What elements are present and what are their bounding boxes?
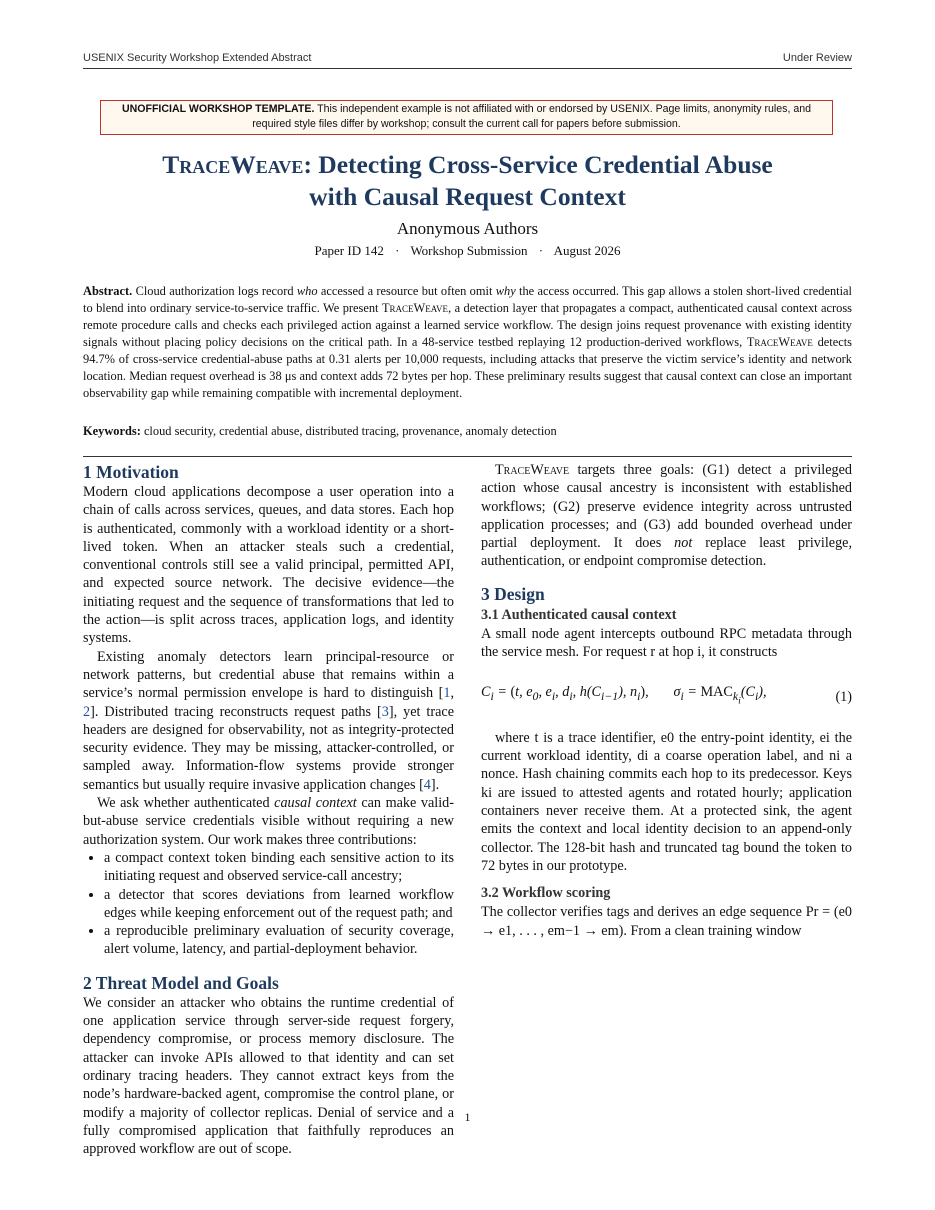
meta-separator: · — [395, 243, 400, 258]
paper-id: Paper ID 142 — [314, 243, 384, 258]
text-run: targets three goals: (G1) detect a privileged action whose causal ancestry is inconsistent with established workflows; (G2) preserve evidence integrity across untrusted application processes; and (G3) add bounded overhead under partial deployment. It does — [481, 462, 852, 552]
keywords-label: Keywords: — [83, 424, 141, 438]
system-name: TraceWeave — [746, 335, 813, 349]
equation-1 — [481, 683, 852, 710]
running-head — [83, 52, 852, 69]
system-name: TraceWeave — [381, 301, 449, 315]
paragraph: where t is a trace identifier, e0 the entry-point identity, ei the current workload identity, di a coarse operation label, and ni a nonce. Hash chaining commits each hop to its predecessor. Keys ki are issued to attested agents and rotated hourly; application containers never receive them. At a protected sink, the agent emits the context and local identity decision to an append-only collector. The 128-bit hash and truncated tag bound the token to 72 bytes in our prototype. — [481, 729, 852, 874]
running-head-left: USENIX Security Workshop Extended Abstract — [83, 52, 312, 64]
text-run: We ask whether authenticated — [97, 795, 270, 812]
system-name: TraceWeave — [495, 462, 570, 478]
text-run: ]. — [430, 776, 440, 793]
section-heading: 3 Design — [481, 583, 545, 604]
running-head-right: Under Review — [782, 52, 852, 64]
list-item: • a reproducible preliminary evaluation of security coverage, alert volume, latency, and partial-deployment behavior. — [104, 922, 454, 959]
system-name: TraceWeave — [162, 150, 304, 179]
abstract-text: detects 94.7% of cross-service credential-abuse paths at 0.31 alerts per 10,000 requests, including attacks that preserve the victim service’s identity and network location. Median request overhead is 38 μs and context adds 72 bytes per hop. These preliminary results suggest that causal context can close an important observability gap while remaining compatible with incremental deployment. — [83, 335, 852, 400]
keywords-text: cloud security, credential abuse, distributed tracing, provenance, anomaly detection — [143, 424, 557, 438]
title-line-1: : Detecting Cross-Service Credential Abuse — [303, 150, 773, 179]
text-run: Existing anomaly detectors learn principal-resource or network patterns, but credential abuse that remains within a service’s normal permission envelope is hard to distinguish [ — [83, 648, 454, 702]
paragraph: The collector verifies tags and derives an edge sequence Pr = (e0 → e1, . . . , em−1 → em). From a clean training window — [481, 904, 852, 939]
paragraph — [83, 794, 454, 849]
page-number: 1 — [464, 1110, 471, 1124]
paragraph — [481, 461, 852, 571]
abstract-text: the access occurred. This gap allows a stolen short-lived credential to blend into ordinary service-to-service traffic. We present — [83, 284, 852, 315]
abstract-emphasis: who — [296, 284, 318, 298]
citation-link[interactable]: 2 — [83, 703, 91, 720]
abstract-text: , a detection layer that propagates a compact, authenticated causal context across remote procedure calls and checks each privileged action against a learned service workflow. The design joins request provenance with existing identity signals without placing policy decisions on the critical path. In a 48-service testbed replaying 12 production-derived workflows, — [83, 301, 852, 349]
keywords — [83, 424, 852, 439]
section-divider — [83, 456, 852, 457]
section-heading: 1 Motivation — [83, 462, 179, 482]
abstract-text: accessed a resource but often omit — [320, 284, 493, 298]
paper-date: August 2026 — [553, 243, 621, 258]
text-run: ]. Distributed tracing reconstructs request paths [ — [90, 703, 382, 720]
paragraph: Modern cloud applications decompose a user operation into a chain of calls across services, queues, and data stores. Each hop is authenticated, commonly with a workload identity or a short-lived token. When an attacker steals such a credential, conventional controls still see a valid principal, permitted API, and expected source network. The decisive evidence—the initiating request and the sequence of transformations that led to the action—is split across traces, application logs, and identity systems. — [83, 484, 454, 647]
authors: Anonymous Authors — [396, 219, 539, 238]
section-heading: 2 Threat Model and Goals — [83, 972, 279, 993]
notice-text: This independent example is not affiliated with or endorsed by USENIX. Page limits, anonymity rules, and required style files differ by workshop; consult the current call for papers before submission. — [252, 103, 812, 130]
meta-separator: · — [538, 243, 544, 258]
contribution-list — [83, 849, 454, 959]
subsection-heading: 3.1 Authenticated causal context — [481, 606, 677, 623]
notice-label: UNOFFICIAL WORKSHOP TEMPLATE. — [121, 103, 315, 115]
citation-link[interactable]: 4 — [423, 776, 431, 793]
list-item: • a compact context token binding each sensitive action to its initiating request and observed service-call ancestry; — [104, 849, 454, 886]
emphasis: not — [674, 535, 693, 552]
equation-body: $C_i = (t$, $e_0$, $e_i$, $d_i$, $h(C_{i-1})$, $n_i$), $\sigma_i = MAC_{k_i}(C_i)$, — [481, 684, 767, 707]
paper-title — [83, 149, 852, 213]
text-run: replace least privilege, authentication, or endpoint compromise detection. — [481, 535, 853, 570]
paper-venue: Workshop Submission — [410, 243, 528, 258]
paper-meta — [83, 243, 852, 259]
right-column — [481, 461, 852, 940]
paragraph: We consider an attacker who obtains the runtime credential of one application service through server-side request forgery, dependency compromise, or process memory disclosure. The attacker can invoke APIs allowed to that identity and can set ordinary tracing headers. They cannot extract keys from the node’s hardware-backed agent, compromise the control plane, or modify a majority of collector replicas. Denial of service and a fully compromised application that faithfully reproduces an approved workflow are out of scope. — [83, 994, 454, 1158]
paragraph: Existing anomaly detectors learn principal-resource or network patterns, but credential abuse that remains within a service’s normal permission envelope is hard to distinguish [1, 2]. Distributed tracing reconstructs request paths [3], yet trace headers are designed for observability, not as integrity-protected security evidence. They may be missing, attacker-controlled, or sampled away. Information-flow systems provide stronger semantics but usually require invasive application changes [4]. — [83, 648, 454, 793]
list-item: • a detector that scores deviations from learned workflow edges while keeping enforcement out of the request path; and — [104, 886, 454, 923]
equation-number: (1) — [835, 688, 852, 705]
abstract-label: Abstract. — [83, 284, 133, 298]
text-run: ], yet trace headers are designed for observability, not as integrity-protected security evidence. They may be missing, attacker-controlled, or sampled away. Information-flow systems provide stronger semantics but usually require invasive application changes [ — [83, 703, 454, 793]
emphasis: causal context — [274, 795, 357, 812]
paragraph: A small node agent intercepts outbound RPC metadata through the service mesh. For request r at hop i, it constructs — [481, 625, 852, 661]
left-column — [83, 461, 454, 1158]
abstract-emphasis: why — [495, 284, 516, 298]
text-run: can make valid-but-abuse service credentials visible without requiring a new authorization system. Our work makes three contributions: — [83, 795, 455, 848]
abstract-text: Cloud authorization logs record — [135, 284, 294, 298]
subsection-heading: 3.2 Workflow scoring — [481, 885, 611, 902]
abstract — [83, 283, 852, 402]
citation-link[interactable]: 3 — [381, 703, 389, 720]
citation-link[interactable]: 1 — [443, 685, 451, 702]
title-line-2: with Causal Request Context — [309, 182, 626, 211]
template-notice — [100, 100, 833, 135]
